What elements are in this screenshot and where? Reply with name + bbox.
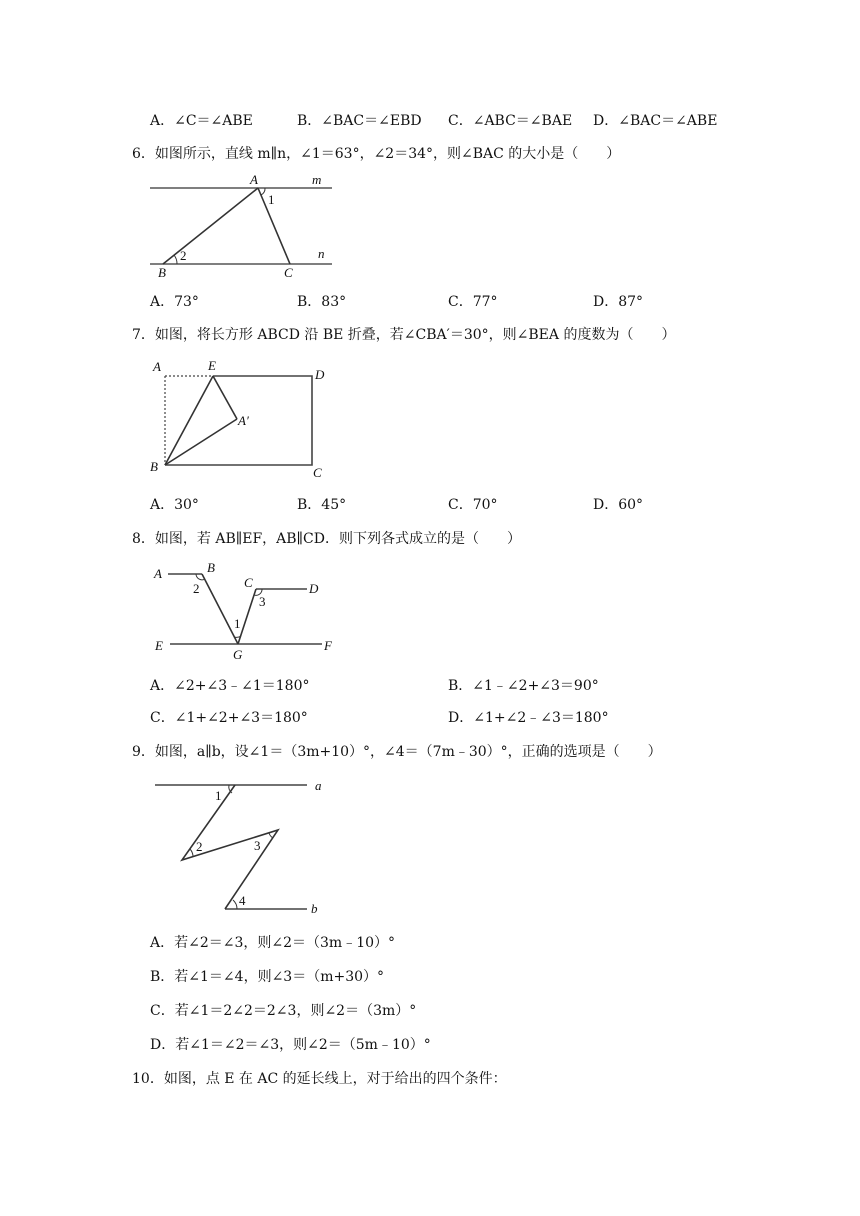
q6-angle1-arc bbox=[261, 188, 265, 195]
q6-option-c: C．77° bbox=[448, 294, 498, 310]
q7-option-d: D．60° bbox=[593, 497, 644, 513]
q6-option-a: A．73° bbox=[150, 294, 199, 310]
q9-label-b: b bbox=[311, 901, 318, 916]
q6-stem: 6．如图所示，直线 m∥n，∠1＝63°，∠2＝34°，则∠BAC 的大小是（ ） bbox=[132, 146, 621, 162]
q6-label-m: m bbox=[312, 172, 322, 187]
q10-stem: 10．如图，点 E 在 AC 的延长线上，对于给出的四个条件： bbox=[132, 1071, 507, 1087]
q6-label-2: 2 bbox=[180, 248, 187, 263]
q8-option-b: B．∠1﹣∠2+∠3＝90° bbox=[448, 678, 599, 694]
q6-label-b: B bbox=[158, 265, 166, 280]
q8-option-c: C．∠1+∠2+∠3＝180° bbox=[150, 710, 308, 726]
q7-option-a: A．30° bbox=[150, 497, 199, 513]
q7-stem: 7．如图，将长方形 ABCD 沿 BE 折叠，若∠CBA′＝30°，则∠BEA 的度数为（ ） bbox=[132, 327, 676, 343]
q6-option-d: D．87° bbox=[593, 294, 644, 310]
q5-option-b: B．∠BAC＝∠EBD bbox=[297, 113, 422, 129]
q8-option-a: A．∠2+∠3﹣∠1＝180° bbox=[150, 678, 310, 694]
q8-label-a: A bbox=[154, 566, 162, 581]
q9-angle2-arc bbox=[190, 849, 193, 856]
q5-option-a: A．∠C＝∠ABE bbox=[150, 113, 253, 129]
q8-label-c: C bbox=[244, 575, 253, 590]
q6-segment-ab bbox=[163, 188, 258, 264]
q9-option-d: D．若∠1＝∠2＝∠3，则∠2＝（5m﹣10）° bbox=[150, 1037, 431, 1053]
q9-stem: 9．如图，a∥b，设∠1＝（3m+10）°，∠4＝（7m﹣30）°，正确的选项是（ ） bbox=[132, 744, 662, 760]
q9-label-a: a bbox=[315, 778, 322, 793]
q8-option-d: D．∠1+∠2﹣∠3＝180° bbox=[448, 710, 609, 726]
q8-label-e: E bbox=[155, 638, 163, 653]
q7-option-c: C．70° bbox=[448, 497, 498, 513]
q6-angle2-arc bbox=[174, 255, 177, 264]
q7-label-a: A bbox=[153, 359, 161, 374]
q7-label-d: D bbox=[315, 367, 325, 382]
q9-option-b: B．若∠1＝∠4，则∠3＝（m+30）° bbox=[150, 969, 385, 985]
q7-label-a1: A′ bbox=[238, 413, 249, 428]
q8-stem: 8．如图，若 AB∥EF，AB∥CD．则下列各式成立的是（ ） bbox=[132, 531, 521, 547]
q8-label-b: B bbox=[207, 560, 215, 575]
q8-label-f: F bbox=[324, 638, 332, 653]
q9-label-4: 4 bbox=[239, 893, 246, 908]
q7-segment-ba1 bbox=[165, 419, 237, 465]
q8-label-2: 2 bbox=[193, 581, 200, 596]
q9-option-c: C．若∠1＝2∠2＝2∠3，则∠2＝（3m）° bbox=[150, 1003, 417, 1019]
q9-label-2: 2 bbox=[196, 839, 203, 854]
q9-figure bbox=[145, 775, 345, 920]
q6-option-b: B．83° bbox=[297, 294, 347, 310]
q7-option-b: B．45° bbox=[297, 497, 347, 513]
q9-option-a: A．若∠2＝∠3，则∠2＝（3m﹣10）° bbox=[150, 935, 396, 951]
q8-label-d: D bbox=[309, 581, 319, 596]
q6-label-c: C bbox=[284, 265, 293, 280]
q9-label-1: 1 bbox=[215, 788, 222, 803]
q8-label-1: 1 bbox=[234, 616, 241, 631]
q6-label-a: A bbox=[250, 172, 258, 187]
q5-option-c: C．∠ABC＝∠BAE bbox=[448, 113, 573, 129]
q9-angle3-arc bbox=[269, 833, 273, 838]
q8-label-g: G bbox=[233, 647, 243, 662]
q6-label-n: n bbox=[318, 246, 325, 261]
q7-fold-be bbox=[165, 376, 213, 465]
q6-label-1: 1 bbox=[268, 192, 275, 207]
q9-angle4-arc bbox=[233, 900, 237, 909]
q8-segment-bg bbox=[202, 574, 238, 644]
q7-segment-ea1 bbox=[213, 376, 237, 419]
q6-figure bbox=[140, 168, 340, 278]
q9-label-3: 3 bbox=[254, 838, 261, 853]
q7-label-c: C bbox=[313, 465, 322, 480]
q5-option-d: D．∠BAC＝∠ABE bbox=[593, 113, 718, 129]
q7-label-b: B bbox=[150, 459, 158, 474]
q7-figure bbox=[145, 355, 345, 480]
q8-label-3: 3 bbox=[259, 594, 266, 609]
q7-label-e: E bbox=[208, 358, 216, 373]
q8-figure bbox=[150, 560, 350, 660]
